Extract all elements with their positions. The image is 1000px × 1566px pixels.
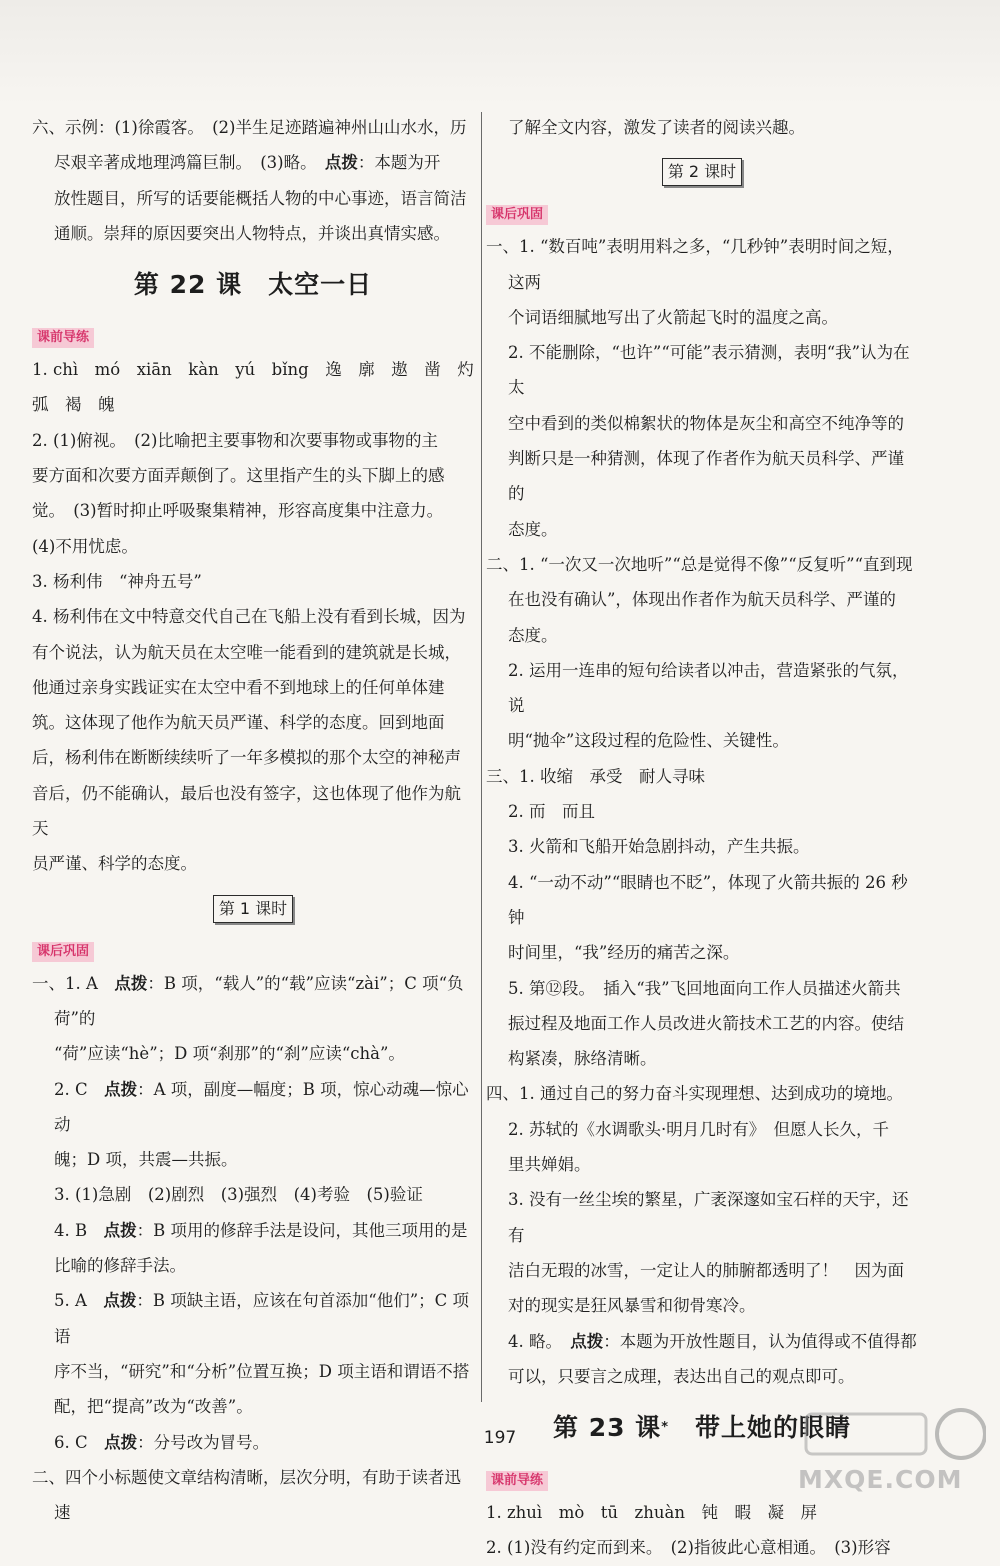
answer-line: 5. 第⑫段。 插入“我”飞回地面向工作人员描述火箭共 — [508, 978, 901, 998]
answer-line: 可以，只要言之成理，表达出自己的观点即可。 — [508, 1366, 855, 1386]
answer-line: 态度。 — [508, 625, 558, 645]
answer-line: 3. 没有一丝尘埃的繁星，广袤深邃如宝石样的天宇，还有 — [508, 1190, 909, 1245]
hint-label: 点拨 — [570, 1331, 604, 1351]
answer-six: 六、示例：(1)徐霞客。 (2)半生足迹踏遍神州山山水水，历 尽艰辛著成地理鸿篇巨制。 (3)略。 点拨：本题为开 放性题目，所写的话要能概括人物的中心事迹，语言简洁 通顺。崇拜的原因要突出人物特点，并谈出真情实感。 — [32, 118, 467, 243]
answer-line: 2. 不能删除，“也许”“可能”表示猜测，表明“我”认为在太 — [508, 343, 910, 398]
session-1-heading: 第 1 课时 — [32, 892, 474, 926]
answer-line: 3. (1)急剧 (2)剧烈 (3)强烈 (4)考验 (5)验证 — [54, 1185, 423, 1205]
answer-line: 空中看到的类似棉絮状的物体是灰尘和高空不纯净等的 — [508, 413, 904, 433]
column-divider — [481, 112, 482, 1402]
pre-class-answers: 1. chì mó xiān kàn yú bǐng 逸 廓 遨 凿 灼 弧 褐 魄 2. (1)俯视。 (2)比喻把主要事物和次要事物或事物的主 要方面和次要方面弄颠倒了。这里指产生的头下脚上的感 觉。 (3)暂时抑止呼吸聚集精神，形容高度集中注意力。 (4)不用忧虑。 3. 杨利伟 “神舟五号” 4. 杨利伟在文中特意交代自己在飞船上没有看到长城，因为 有个说法，认为航天员在太空唯一能看到的建筑就是长城， 他通过亲身实践证实在太空中看不到地球上的任何单体建 筑。这体现了他作为航天员严谨、科学的态度。回到地面 后，杨利伟在断断续续听了一年多模拟的那个太空的神秘声 音后，仍不能确认，最后也没有签字，这也体现了他作为航天 员严谨、科学的态度。 — [32, 360, 474, 874]
page-top-shade — [0, 0, 1000, 105]
answer-line: 在也没有确认”，体现出作者作为航天员科学、严谨的 — [508, 590, 896, 610]
right-column — [486, 110, 918, 1566]
answer-line: 二、1. “一次又一次地听”“总是觉得不像”“反复听”“直到现 — [486, 554, 913, 574]
page-number: 197 — [483, 1428, 517, 1448]
answer-line: 4. 略。 点拨：本题为开放性题目，认为值得或不值得都 — [508, 1331, 917, 1351]
continued-line: 了解全文内容，激发了读者的阅读兴趣。 — [508, 118, 805, 137]
post-class-tag-2: 课后巩固 — [486, 205, 548, 225]
answer-line: 对的现实是狂风暴雪和彻骨寒冷。 — [508, 1296, 756, 1316]
post-class-tag: 课后巩固 — [32, 942, 94, 962]
answer-line: 4. B 点拨：B 项用的修辞手法是设问，其他三项用的是 — [54, 1220, 468, 1240]
answer-line: 序不当，“研究”和“分析”位置互换；D 项主语和谓语不搭 — [54, 1361, 470, 1381]
answer-line: 振过程及地面工作人员改进火箭技术工艺的内容。使结 — [508, 1013, 904, 1033]
watermark-seal-icon — [786, 1402, 986, 1472]
session-2-heading: 第 2 课时 — [486, 155, 918, 189]
answer-line: 3. 火箭和飞船开始急剧抖动，产生共振。 — [508, 837, 810, 857]
answer-line: “荷”应读“hè”；D 项“刹那”的“刹”应读“chà”。 — [54, 1044, 405, 1064]
answer-line: 比喻的修辞手法。 — [54, 1256, 186, 1276]
answer-line: 三、1. 收缩 承受 耐人寻味 — [486, 766, 705, 786]
watermark-domain: MXQE.COM — [798, 1465, 963, 1494]
answer-line: 4. “一动不动”“眼睛也不眨”，体现了火箭共振的 26 秒钟 — [508, 872, 908, 927]
answer-line: 5. A 点拨：B 项缺主语，应该在句首添加“他们”；C 项语 — [54, 1291, 470, 1346]
answer-line: 明“抛伞”这段过程的危险性、关键性。 — [508, 731, 789, 751]
hint-label: 点拨 — [103, 1220, 137, 1240]
session-2-answers — [486, 229, 918, 1394]
lesson-23-pre-answers: 1. zhuì mò tū zhuàn 钝 暇 凝 屏 2. (1)没有约定而到来。 (2)指彼此心意相通。 (3)形容 — [486, 1503, 891, 1558]
answer-line: 时间里，“我”经历的痛苦之深。 — [508, 943, 740, 963]
answer-line: 判断只是一种猜测，体现了作者作为航天员科学、严谨的 — [508, 449, 904, 504]
answer-line: 个词语细腻地写出了火箭起飞时的温度之高。 — [508, 307, 838, 327]
pre-class-tag-2: 课前导练 — [486, 1471, 548, 1491]
answer-line: 四、1. 通过自己的努力奋斗实现理想、达到成功的境地。 — [486, 1084, 903, 1104]
pre-class-tag: 课前导练 — [32, 328, 94, 348]
left-column — [32, 110, 474, 1530]
hint-label: 点拨 — [104, 1079, 138, 1099]
lesson-23-heading: 第 23 课* 带上她的眼睛 — [552, 1413, 852, 1443]
watermark-logo — [786, 1402, 986, 1494]
answer-line: 洁白无瑕的冰雪，一定让人的肺腑都透明了！ 因为面 — [508, 1260, 904, 1280]
hint-label: 点拨 — [104, 1432, 138, 1452]
answer-line: 配，把“提高”改为“改善”。 — [54, 1397, 253, 1417]
answer-line: 构紧凑，脉络清晰。 — [508, 1049, 657, 1069]
hint-label: 点拨 — [114, 973, 148, 993]
answer-line: 2. 苏轼的《水调歌头·明月几时有》 但愿人长久，千 — [508, 1119, 889, 1139]
answer-line: 6. C 点拨：分号改为冒号。 — [54, 1432, 270, 1452]
answer-line: 2. 运用一连串的短句给读者以冲击，营造紧张的气氛，说 — [508, 660, 909, 716]
answer-line: 二、四个小标题使文章结构清晰，层次分明，有助于读者迅速 — [32, 1467, 461, 1523]
answer-line: 一、1. A 点拨：B 项，“载人”的“载”应读“zài”；C 项“负荷”的 — [32, 973, 464, 1028]
answer-line: 里共婵娟。 — [508, 1155, 591, 1175]
answer-line: 魄；D 项，共震—共振。 — [54, 1150, 238, 1170]
answer-line: 2. C 点拨：A 项，副度—幅度；B 项，惊心动魂—惊心动 — [54, 1079, 469, 1134]
hint-label: 点拨 — [103, 1291, 137, 1311]
answer-line: 一、1. “数百吨”表明用料之多，“几秒钟”表明时间之短，这两 — [486, 237, 904, 292]
answer-line: 态度。 — [508, 519, 558, 539]
lesson-22-heading: 第 22 课 太空一日 — [133, 270, 373, 300]
answer-line: 2. 而 而且 — [508, 802, 595, 822]
